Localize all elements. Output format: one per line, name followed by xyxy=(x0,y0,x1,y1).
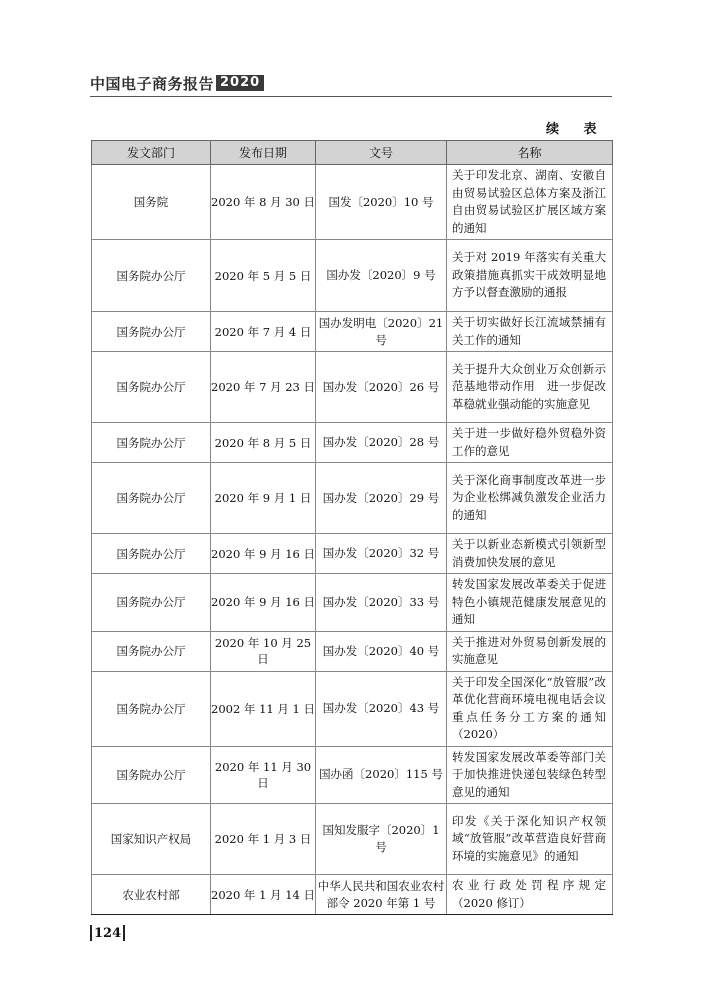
dept-cell: 国务院办公厅 xyxy=(92,574,211,632)
document-name-cell: 关于提升大众创业万众创新示范基地带动作用 进一步促改革稳就业强动能的实施意见 xyxy=(447,352,613,423)
table-row xyxy=(92,631,613,671)
dept-cell: 国务院办公厅 xyxy=(92,631,211,671)
table-row xyxy=(92,534,613,574)
column-header-doc: 文号 xyxy=(316,141,447,165)
table-row xyxy=(92,352,613,423)
dept-cell: 国务院办公厅 xyxy=(92,352,211,423)
dept-cell: 国务院办公厅 xyxy=(92,671,211,746)
document-name-cell: 农业行政处罚程序规定（2020 修订） xyxy=(447,875,613,915)
date-cell: 2020 年 5 月 5 日 xyxy=(211,240,316,312)
table-row xyxy=(92,671,613,746)
document-name-cell: 关于以新业态新模式引领新型消费加快发展的意见 xyxy=(447,534,613,574)
doc-number-cell: 国办发〔2020〕26 号 xyxy=(316,352,447,423)
report-year-badge: 2020 xyxy=(216,75,264,91)
document-name-cell: 转发国家发展改革委等部门关于加快推进快递包装绿色转型意见的通知 xyxy=(447,746,613,804)
date-cell: 2020 年 8 月 5 日 xyxy=(211,423,316,463)
date-cell: 2002 年 11 月 1 日 xyxy=(211,671,316,746)
column-header-name: 名称 xyxy=(447,141,613,165)
column-header-dept: 发文部门 xyxy=(92,141,211,165)
document-name-cell: 转发国家发展改革委关于促进特色小镇规范健康发展意见的通知 xyxy=(447,574,613,632)
date-cell: 2020 年 8 月 30 日 xyxy=(211,165,316,240)
header-rule xyxy=(90,96,612,97)
date-cell: 2020 年 7 月 4 日 xyxy=(211,312,316,352)
document-name-cell: 关于推进对外贸易创新发展的实施意见 xyxy=(447,631,613,671)
policy-table xyxy=(91,140,613,915)
doc-number-cell: 国发〔2020〕10 号 xyxy=(316,165,447,240)
report-title: 中国电子商务报告 xyxy=(90,74,215,93)
date-cell: 2020 年 7 月 23 日 xyxy=(211,352,316,423)
footer-bar-right xyxy=(123,925,125,941)
table-row xyxy=(92,423,613,463)
table-row xyxy=(92,875,613,915)
doc-number-cell: 中华人民共和国农业农村部令 2020 年第 1 号 xyxy=(316,875,447,915)
dept-cell: 国务院办公厅 xyxy=(92,463,211,534)
table-row xyxy=(92,240,613,312)
document-name-cell: 关于对 2019 年落实有关重大政策措施真抓实干成效明显地方予以督查激励的通报 xyxy=(447,240,613,312)
table-row xyxy=(92,165,613,240)
date-cell: 2020 年 9 月 16 日 xyxy=(211,534,316,574)
dept-cell: 国务院办公厅 xyxy=(92,312,211,352)
document-name-cell: 关于印发全国深化“放管服”改革优化营商环境电视电话会议重点任务分工方案的通知（2020） xyxy=(447,671,613,746)
doc-number-cell: 国办发〔2020〕28 号 xyxy=(316,423,447,463)
continued-label: 续 表 xyxy=(546,122,607,137)
document-name-cell: 关于深化商事制度改革进一步为企业松绑减负激发企业活力的通知 xyxy=(447,463,613,534)
doc-number-cell: 国办发〔2020〕29 号 xyxy=(316,463,447,534)
document-name-cell: 印发《关于深化知识产权领域“放管服”改革营造良好营商环境的实施意见》的通知 xyxy=(447,804,613,875)
dept-cell: 国务院 xyxy=(92,165,211,240)
table-row xyxy=(92,804,613,875)
doc-number-cell: 国办发〔2020〕33 号 xyxy=(316,574,447,632)
date-cell: 2020 年 9 月 16 日 xyxy=(211,574,316,632)
page-footer xyxy=(90,925,125,941)
dept-cell: 国务院办公厅 xyxy=(92,534,211,574)
date-cell: 2020 年 1 月 3 日 xyxy=(211,804,316,875)
table-row xyxy=(92,574,613,632)
doc-number-cell: 国办发明电〔2020〕21 号 xyxy=(316,312,447,352)
footer-bar-left xyxy=(90,925,92,941)
date-cell: 2020 年 10 月 25 日 xyxy=(211,631,316,671)
doc-number-cell: 国办函〔2020〕115 号 xyxy=(316,746,447,804)
dept-cell: 国务院办公厅 xyxy=(92,240,211,312)
doc-number-cell: 国知发服字〔2020〕1 号 xyxy=(316,804,447,875)
doc-number-cell: 国办发〔2020〕43 号 xyxy=(316,671,447,746)
table-row xyxy=(92,746,613,804)
date-cell: 2020 年 1 月 14 日 xyxy=(211,875,316,915)
table-header-row xyxy=(92,141,613,165)
table-row xyxy=(92,463,613,534)
dept-cell: 国家知识产权局 xyxy=(92,804,211,875)
date-cell: 2020 年 11 月 30 日 xyxy=(211,746,316,804)
doc-number-cell: 国办发〔2020〕40 号 xyxy=(316,631,447,671)
dept-cell: 国务院办公厅 xyxy=(92,423,211,463)
document-name-cell: 关于印发北京、湖南、安徽自由贸易试验区总体方案及浙江自由贸易试验区扩展区域方案的通知 xyxy=(447,165,613,240)
doc-number-cell: 国办发〔2020〕9 号 xyxy=(316,240,447,312)
date-cell: 2020 年 9 月 1 日 xyxy=(211,463,316,534)
dept-cell: 国务院办公厅 xyxy=(92,746,211,804)
document-name-cell: 关于进一步做好稳外贸稳外资工作的意见 xyxy=(447,423,613,463)
document-name-cell: 关于切实做好长江流域禁捕有关工作的通知 xyxy=(447,312,613,352)
page-number: 124 xyxy=(94,925,122,941)
dept-cell: 农业农村部 xyxy=(92,875,211,915)
table-row xyxy=(92,312,613,352)
running-header xyxy=(90,74,264,92)
column-header-date: 发布日期 xyxy=(211,141,316,165)
doc-number-cell: 国办发〔2020〕32 号 xyxy=(316,534,447,574)
